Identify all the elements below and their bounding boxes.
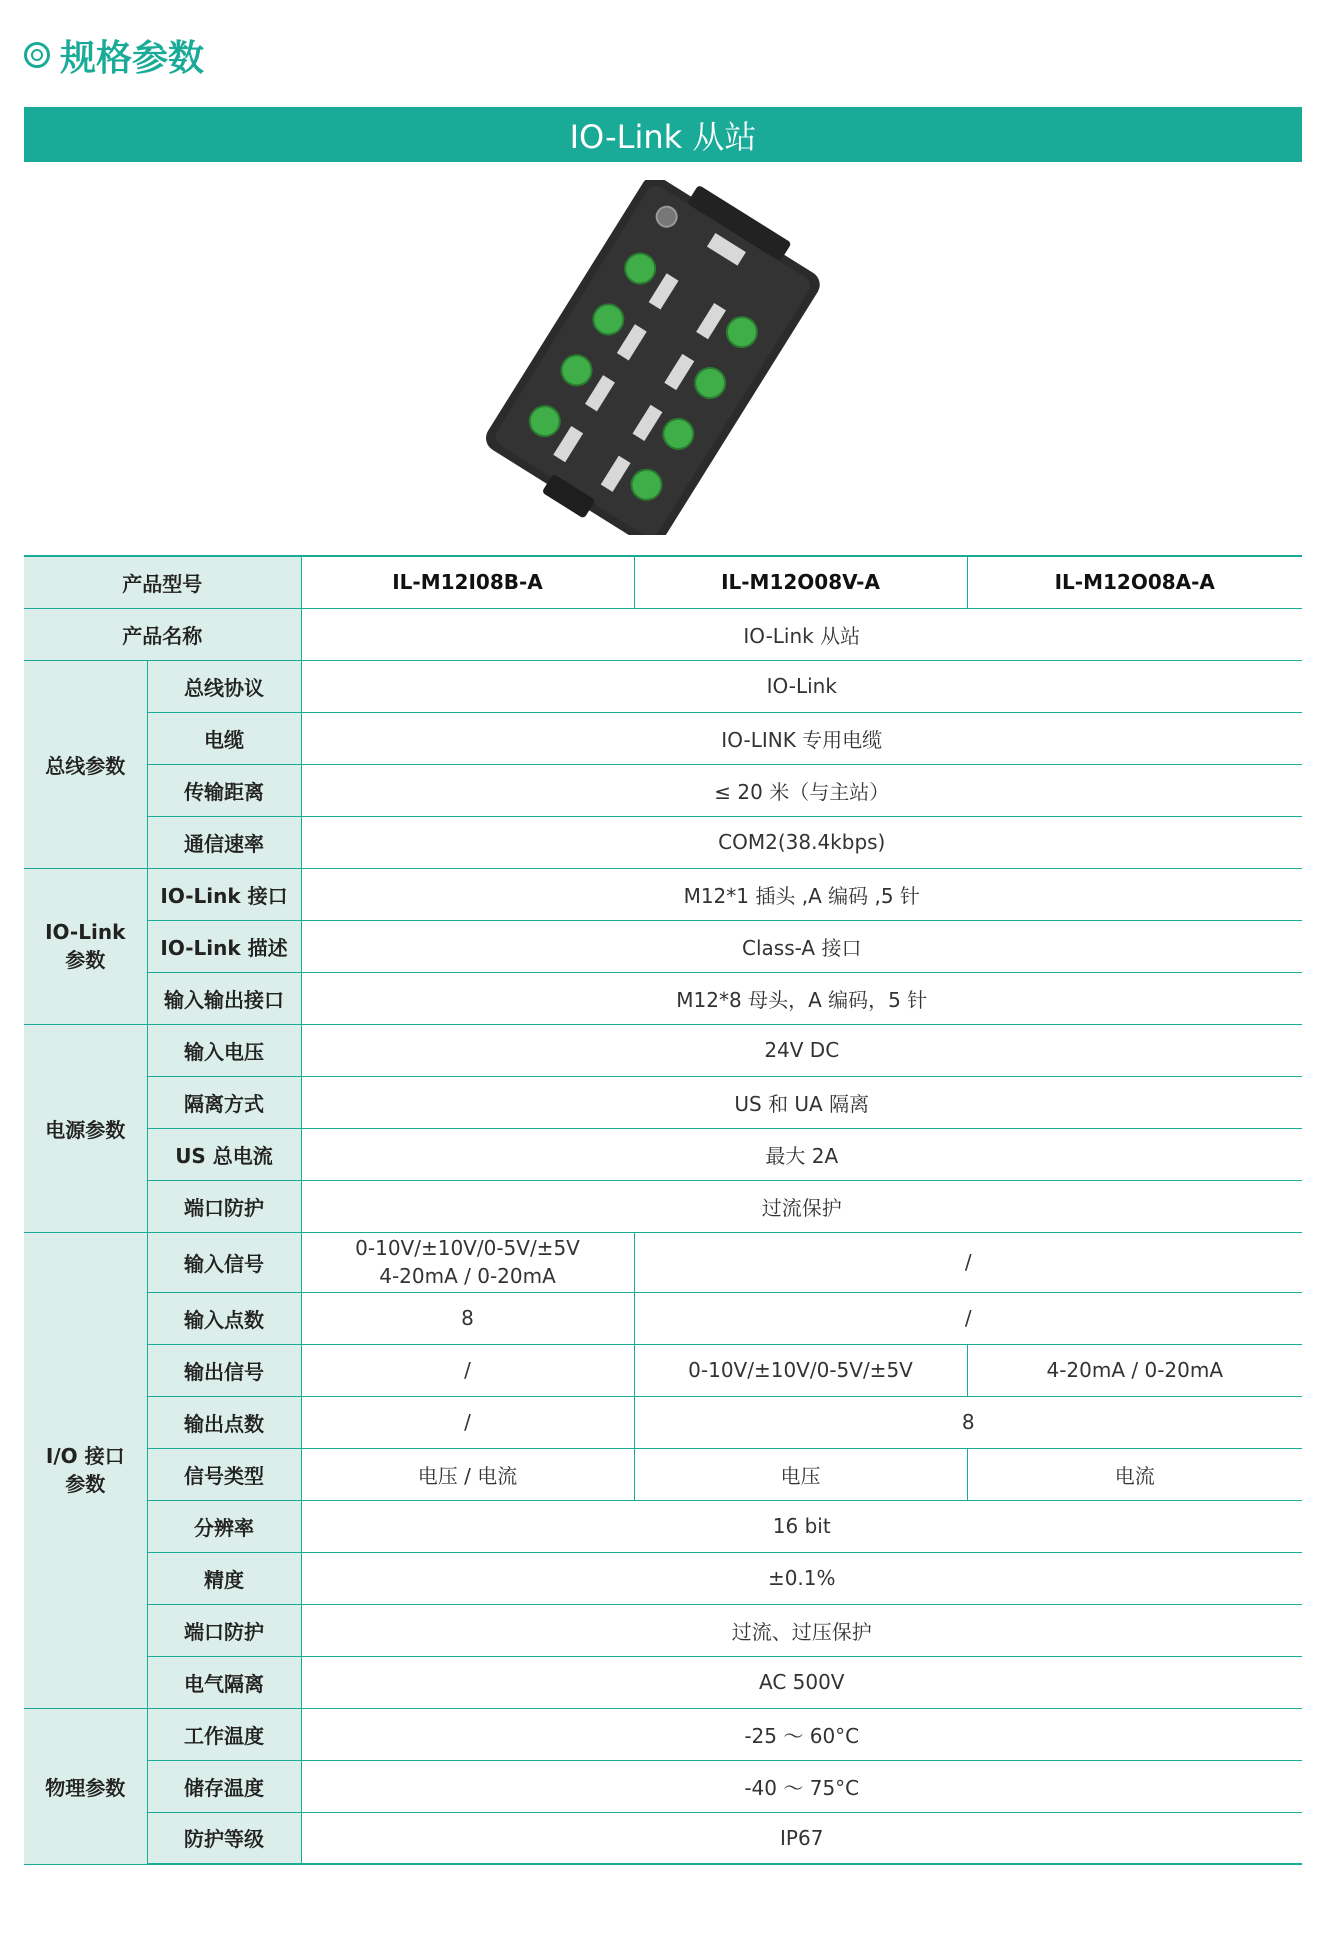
row-label: 通信速率 [147,816,301,868]
row-value: / [301,1396,634,1448]
row-value: / [634,1292,1302,1344]
table-row [24,1396,1302,1448]
row-value: -25 ～ 60°C [301,1708,1302,1760]
product-name-value: IO-Link 从站 [301,608,1302,660]
row-value: 最大 2A [301,1128,1302,1180]
table-row [24,660,1302,712]
product-banner [24,107,1302,162]
io-link-slave-module-photo [480,180,830,535]
model-cell-2: IL-M12O08V-A [634,556,967,608]
product-name-label: 产品名称 [24,608,301,660]
row-label: 信号类型 [147,1448,301,1500]
row-label: 输入信号 [147,1232,301,1292]
value-line: 0-10V/±10V/0-5V/±5V [355,1236,580,1260]
table-row [24,1552,1302,1604]
table-row [24,816,1302,868]
row-value: / [634,1232,1302,1292]
row-label: 输入电压 [147,1024,301,1076]
row-value: 0-10V/±10V/0-5V/±5V [634,1344,967,1396]
table-row [24,1760,1302,1812]
row-value: 过流保护 [301,1180,1302,1232]
row-label: US 总电流 [147,1128,301,1180]
row-label: 端口防护 [147,1180,301,1232]
table-row [24,1812,1302,1864]
table-row [24,1500,1302,1552]
row-label: 储存温度 [147,1760,301,1812]
row-label: 工作温度 [147,1708,301,1760]
table-row [24,1604,1302,1656]
row-label: 防护等级 [147,1812,301,1864]
group-label-io [24,1232,147,1708]
table-row [24,608,1302,660]
row-label: 端口防护 [147,1604,301,1656]
row-value: M12*8 母头，A 编码，5 针 [301,972,1302,1024]
table-row [24,1344,1302,1396]
row-label: 分辨率 [147,1500,301,1552]
group-label-bus: 总线参数 [24,660,147,868]
section-title-text: 规格参数 [60,37,205,79]
row-label: 总线协议 [147,660,301,712]
row-value: 电压 / 电流 [301,1448,634,1500]
row-label: 传输距离 [147,764,301,816]
row-label: 隔离方式 [147,1076,301,1128]
section-title [24,30,204,80]
model-cell-3: IL-M12O08A-A [967,556,1302,608]
row-value: IP67 [301,1812,1302,1864]
row-value: 4-20mA / 0-20mA [967,1344,1302,1396]
row-value: IO-LINK 专用电缆 [301,712,1302,764]
row-value: -40 ～ 75°C [301,1760,1302,1812]
banner-title: IO-Link 从站 [569,117,757,156]
table-row [24,1180,1302,1232]
group-label-line: 参数 [65,1472,106,1496]
row-value: 8 [634,1396,1302,1448]
row-value: 24V DC [301,1024,1302,1076]
row-value: Class-A 接口 [301,920,1302,972]
row-value: 电压 [634,1448,967,1500]
group-label-line: IO-Link [45,920,126,944]
row-value: US 和 UA 隔离 [301,1076,1302,1128]
row-value: IO-Link [301,660,1302,712]
model-header-label: 产品型号 [24,556,301,608]
table-row [24,1024,1302,1076]
row-label: IO-Link 描述 [147,920,301,972]
double-circle-icon [24,42,50,68]
row-label: IO-Link 接口 [147,868,301,920]
group-label-physical: 物理参数 [24,1708,147,1864]
row-value: 8 [301,1292,634,1344]
row-label: 输入输出接口 [147,972,301,1024]
group-label-iolink [24,868,147,1024]
group-label-line: I/O 接口 [45,1444,125,1468]
row-value: AC 500V [301,1656,1302,1708]
table-row [24,1128,1302,1180]
row-value: ≤ 20 米（与主站） [301,764,1302,816]
row-label: 精度 [147,1552,301,1604]
row-label: 输出信号 [147,1344,301,1396]
row-value: 过流、过压保护 [301,1604,1302,1656]
table-row [24,1448,1302,1500]
group-label-power: 电源参数 [24,1024,147,1232]
row-value: 电流 [967,1448,1302,1500]
table-row [24,1292,1302,1344]
table-row [24,556,1302,608]
table-row [24,972,1302,1024]
row-value: 16 bit [301,1500,1302,1552]
row-label: 电气隔离 [147,1656,301,1708]
group-label-line: 参数 [65,948,106,972]
row-label: 电缆 [147,712,301,764]
row-value: / [301,1344,634,1396]
table-row [24,1232,1302,1292]
table-row [24,712,1302,764]
table-row [24,764,1302,816]
table-row [24,1076,1302,1128]
row-value: ±0.1% [301,1552,1302,1604]
row-value: COM2(38.4kbps) [301,816,1302,868]
table-row [24,868,1302,920]
table-row [24,920,1302,972]
row-value: M12*1 插头 ,A 编码 ,5 针 [301,868,1302,920]
table-row [24,1708,1302,1760]
row-value [301,1232,634,1292]
model-cell-1: IL-M12I08B-A [301,556,634,608]
row-label: 输出点数 [147,1396,301,1448]
row-label: 输入点数 [147,1292,301,1344]
table-row [24,1656,1302,1708]
value-line: 4-20mA / 0-20mA [379,1264,556,1288]
spec-table [24,555,1302,1865]
